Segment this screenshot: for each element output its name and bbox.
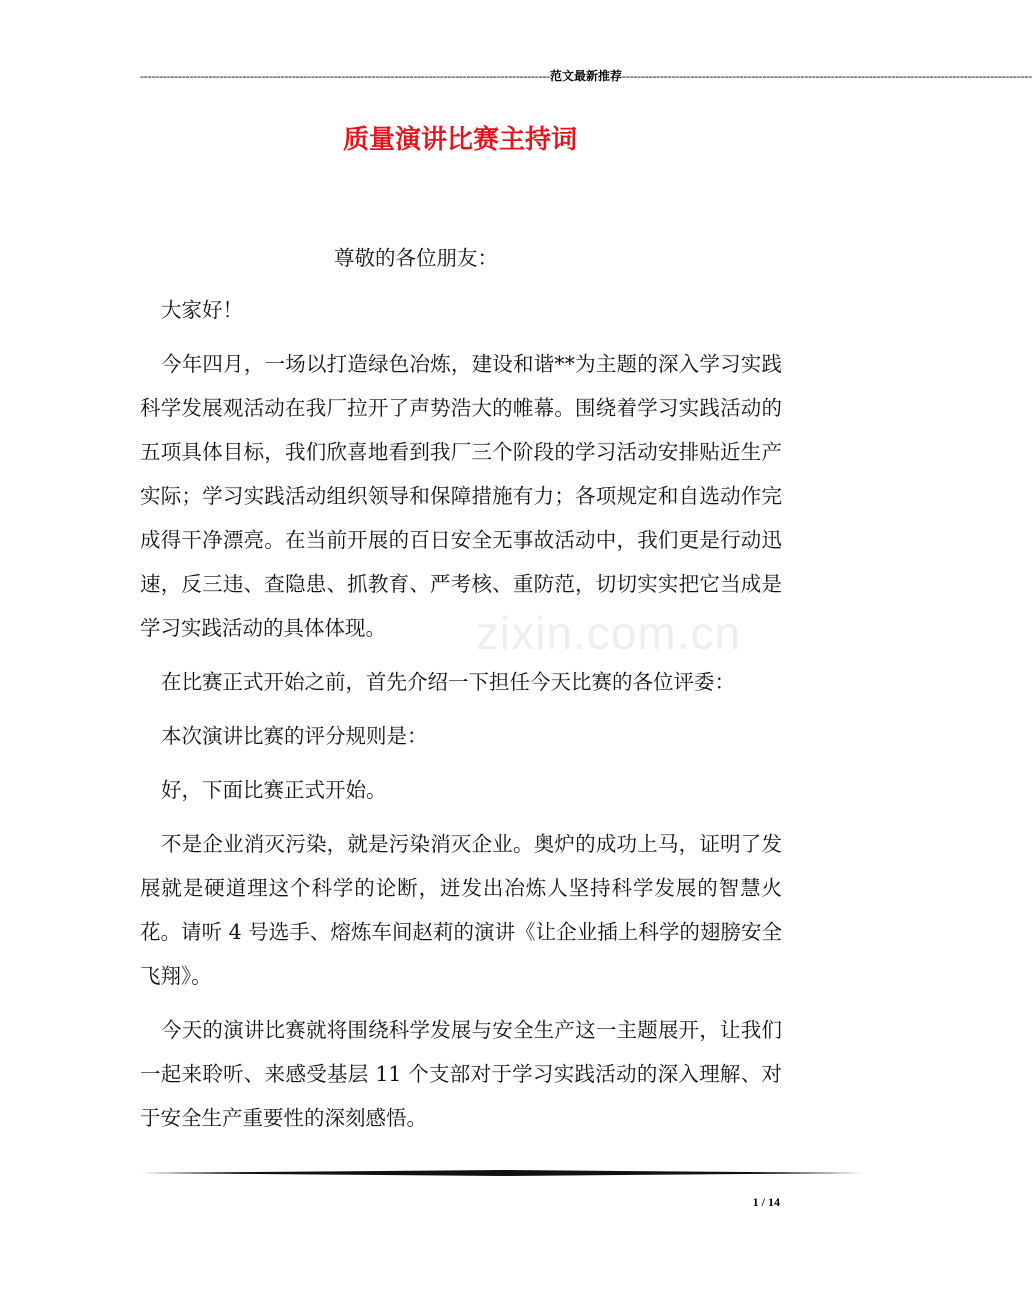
paragraph-3: 在比赛正式开始之前，首先介绍一下担任今天比赛的各位评委： (161, 670, 735, 694)
page-header (140, 68, 1032, 84)
paragraph-1: 大家好！ (161, 298, 243, 322)
page-number: 1 / 14 (752, 1195, 780, 1209)
watermark: zixin.com.cn (476, 607, 742, 659)
paragraph-2: 今年四月，一场以打造绿色冶炼，建设和谐**为主题的深入学习实践科学发展观活动在我厂拉开了声势浩大的帷幕。围绕着学习实践活动的五项具体目标，我们欣喜地看到我厂三个阶段的学习活动安排贴近生产实际；学习实践活动组织领导和保障措施有力；各项规定和自选动作完成得干净漂亮。在当前开展的百日安全无事故活动中，我们更是行动迅速，反三违、查隐患、抓教育、严考核、重防范，切切实实把它当成是学习实践活动的具体体现。 (140, 352, 782, 640)
paragraph-6: 不是企业消灭污染，就是污染消灭企业。奥炉的成功上马，证明了发展就是硬道理这个科学的论断，迸发出冶炼人坚持科学发展的智慧火花。请听 4 号选手、熔炼车间赵莉的演讲《让企业插上科学的翅膀安全飞翔》。 (140, 832, 782, 988)
paragraph-7: 今天的演讲比赛就将围绕科学发展与安全生产这一主题展开，让我们一起来聆听、来感受基层 11 个支部对于学习实践活动的深入理解、对于安全生产重要性的深刻感悟。 (140, 1018, 782, 1130)
header-left-dashes: ------------------------------------------------------------------------------------------------------------ (140, 69, 550, 83)
greeting: 尊敬的各位朋友： (334, 246, 498, 270)
footer-rule (140, 1170, 864, 1176)
document-title: 质量演讲比赛主持词 (342, 125, 577, 155)
document-body (140, 236, 782, 1140)
paragraph-4: 本次演讲比赛的评分规则是： (161, 724, 428, 748)
header-right-dashes: ------------------------------------------------------------------------------------------------------------ (622, 69, 1032, 83)
header-text: 范文最新推荐 (549, 69, 622, 83)
paragraph-5: 好，下面比赛正式开始。 (161, 778, 387, 802)
